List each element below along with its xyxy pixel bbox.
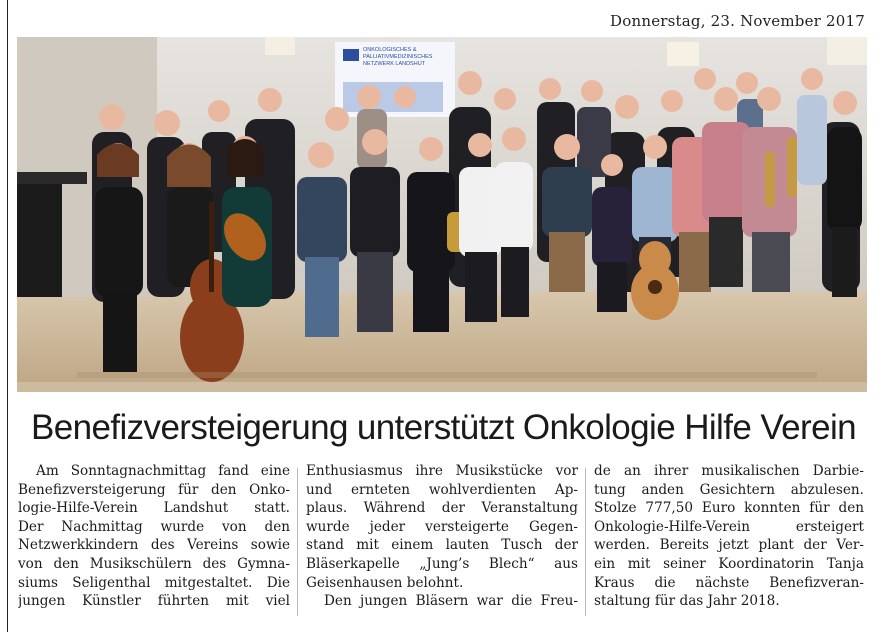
text-line: Benefizversteigerung für den Onko-	[18, 481, 290, 498]
text-line: logie-Hilfe-Verein Landshut statt.	[18, 500, 290, 517]
text-line: wurde jeder versteigerte Gegen-	[306, 518, 578, 535]
banner-line-2: PALLIATIVMEDIZINISCHES	[363, 54, 433, 60]
text-line: tung anden Gesichtern abzulesen.	[594, 481, 864, 498]
text-line: Kraus die nächste Benefizveran-	[594, 574, 864, 591]
banner-line-1: ONKOLOGISCHES &	[363, 47, 417, 53]
article-column-2	[306, 462, 578, 611]
column-divider	[297, 468, 298, 616]
article-column-1	[18, 462, 290, 611]
text-line: Der Nachmittag wurde von den	[18, 518, 290, 535]
text-line: Enthusiasmus ihre Musikstücke vor	[306, 463, 578, 479]
text-line: werden. Bereits jetzt plant der Ver-	[594, 537, 864, 554]
text-line: jungen Künstler führten mit viel	[18, 593, 290, 610]
text-line: Netzwerkkindern des Vereins sowie	[18, 537, 290, 554]
event-banner	[335, 42, 455, 117]
text-line: Geisenhausen belohnt.	[306, 574, 464, 591]
text-line: Am Sonntagnachmittag fand eine	[36, 463, 290, 479]
article-column-3	[594, 462, 864, 611]
banner-line-3: NETZWERK LANDSHUT	[363, 61, 426, 67]
article-headline: Benefizversteigerung unterstützt Onkologie Hilfe Verein	[31, 408, 856, 447]
text-line: und ernteten wohlverdienten Ap-	[306, 481, 578, 498]
text-line: Stolze 777,50 Euro konnten für den	[594, 500, 864, 517]
text-line: Onkologie-Hilfe-Verein ersteigert	[594, 518, 864, 535]
text-line: Den jungen Bläsern war die Freu-	[324, 593, 578, 610]
column-divider	[585, 468, 586, 616]
text-line: von den Musikschülern des Gymna-	[18, 555, 290, 572]
text-line: stand mit einem lauten Tusch der	[306, 537, 578, 554]
text-line: plaus. Während der Veranstaltung	[306, 500, 578, 517]
text-line: siums Seligenthal mitgestaltet. Die	[18, 574, 290, 591]
text-line: ein mit seiner Koordinatorin Tanja	[594, 555, 864, 572]
group-photo	[17, 37, 867, 392]
group-photo-illustration	[17, 37, 867, 392]
publication-date: Donnerstag, 23. November 2017	[610, 12, 865, 30]
text-line: de an ihrer musikalischen Darbie-	[594, 463, 864, 479]
page-edge-rule	[7, 0, 8, 632]
text-line: Bläserkapelle „Jung’s Blech“ aus	[306, 555, 578, 572]
text-line: staltung für das Jahr 2018.	[594, 593, 780, 610]
